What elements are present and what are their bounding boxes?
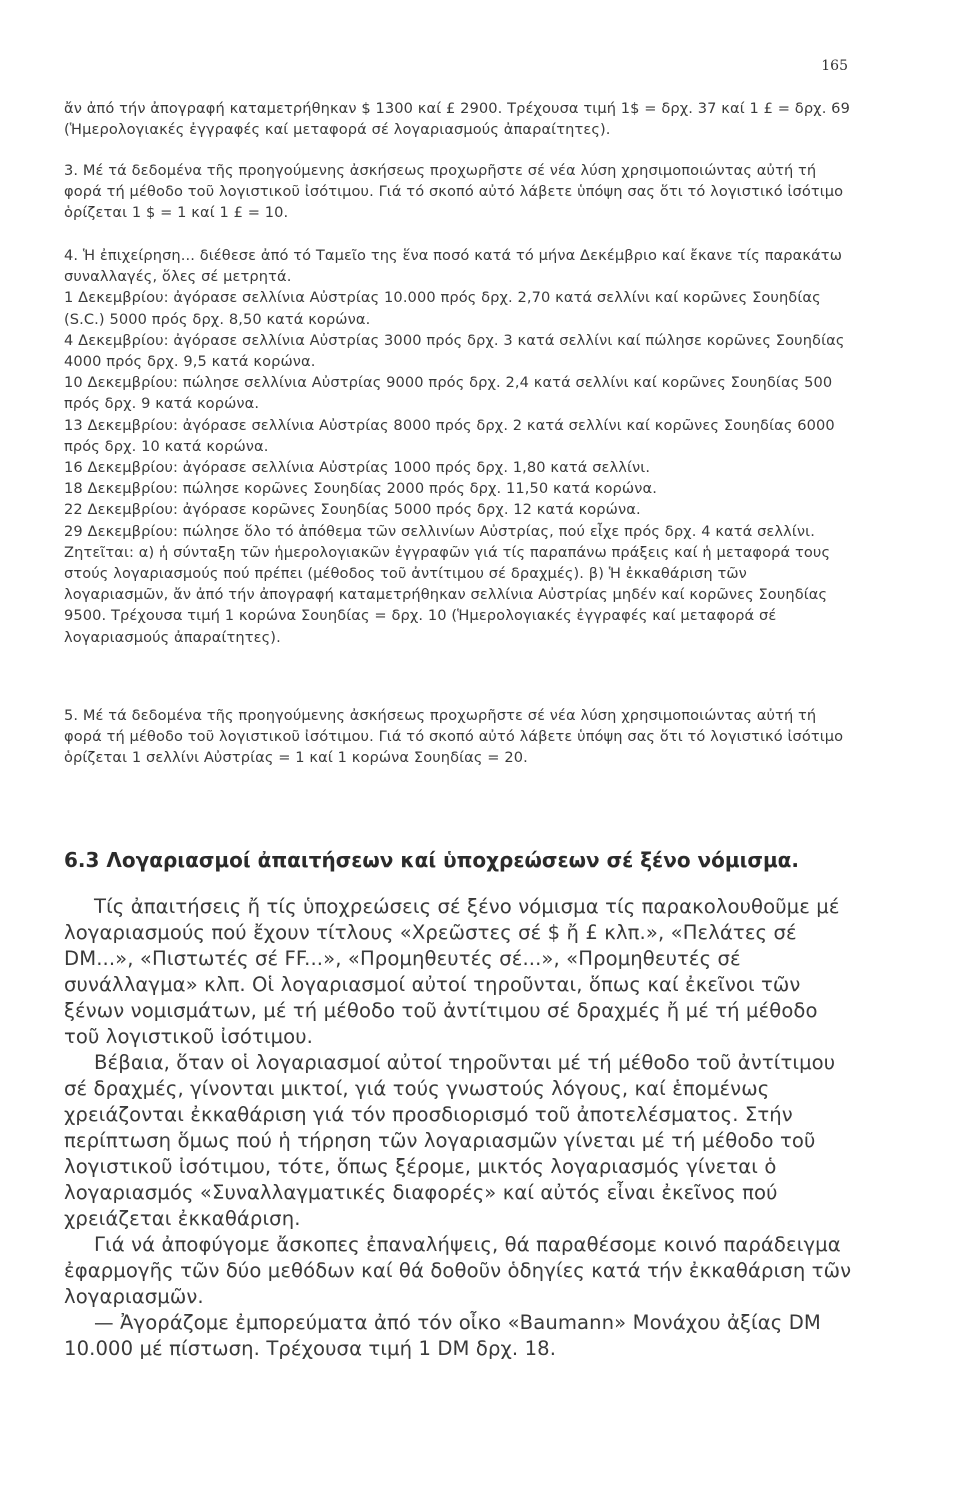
page-number: 165: [821, 58, 848, 74]
transaction-item: 22 Δεκεμβρίου: ἀγόρασε κορῶνες Σουηδίας 5000 πρός δρχ. 12 κατά κορώνα.: [64, 501, 641, 519]
exercise-4-requirement: Ζητεῖται: α) ἡ σύνταξη τῶν ἡμερολογιακῶν ἐγγραφῶν γιά τίς παραπάνω πράξεις καί ἡ μεταφορά τους στούς λογαριασμούς πού πρέπει (μέθοδος τοῦ ἀντίτιμου σέ δραχμές). β) Ἡ ἐκκαθάριση τῶν λογαριασμῶν, ἄν ἀπό τήν ἀπογραφή καταμετρήθηκαν σελλίνια Αὐστρίας μηδέν καί κορῶνες Σουηδίας 9500. Τρέχουσα τιμή 1 κορώνα Σουηδίας = δρχ. 10 (Ἡμερολογιακές ἐγγραφές καί μεταφορά σέ λογαριασμούς ἀπαραίτητες).: [64, 543, 831, 646]
transaction-item: 13 Δεκεμβρίου: ἀγόρασε σελλίνια Αὐστρίας 8000 πρός δρχ. 2 κατά σελλίνι καί κορῶνες Σουηδίας 6000 πρός δρχ. 10 κατά κορώνα.: [64, 416, 835, 455]
transaction-item: 29 Δεκεμβρίου: πώλησε ὅλο τό ἀπόθεμα τῶν σελλινίων Αὐστρίας, πού εἶχε πρός δρχ. 4 κατά σελλίνι.: [64, 522, 815, 540]
section-paragraph: — Ἀγοράζομε ἐμπορεύματα ἀπό τόν οἶκο «Baumann» Μονάχου ἀξίας DM 10.000 μέ πίστωση. Τρέχουσα τιμή 1 DM δρχ. 18.: [64, 1311, 821, 1360]
transaction-item: 4 Δεκεμβρίου: ἀγόρασε σελλίνια Αὐστρίας 3000 πρός δρχ. 3 κατά σελλίνι καί πώλησε κορῶνες Σουηδίας 4000 πρός δρχ. 9,5 κατά κορώνα.: [64, 331, 845, 371]
exercise-3-text: 3. Μέ τά δεδομένα τῆς προηγούμενης ἀσκήσεως προχωρῆστε σέ νέα λύση χρησιμοποιώντας αὐτή τή φορά τή μέθοδο τοῦ λογιστικοῦ ἰσότιμου. Γιά τό σκοπό αὐτό λάβετε ὑπόψη σας ὅτι τό λογιστικό ἰσότιμο ὁρίζεται 1 $ = 1 καί 1 £ = 10.: [64, 162, 844, 222]
exercise-continuation: [64, 98, 854, 140]
exercise-3: [64, 160, 854, 224]
exercise-4-intro: 4. Ἡ ἐπιχείρηση... διέθεσε ἀπό τό Ταμεῖο της ἕνα ποσό κατά τό μήνα Δεκέμβριο καί ἔκανε τίς παρακάτω συναλλαγές, ὅλες σέ μετρητά.: [64, 247, 843, 286]
exercise-4: [64, 245, 854, 648]
section-body: [64, 894, 854, 1362]
transaction-item: 10 Δεκεμβρίου: πώλησε σελλίνια Αὐστρίας 9000 πρός δρχ. 2,4 κατά σελλίνι καί κορῶνες Σουηδίας 500 πρός δρχ. 9 κατά κορώνα.: [64, 374, 833, 413]
transaction-item: 18 Δεκεμβρίου: πώλησε κορῶνες Σουηδίας 2000 πρός δρχ. 11,50 κατά κορώνα.: [64, 480, 657, 498]
transaction-item: 1 Δεκεμβρίου: ἀγόρασε σελλίνια Αὐστρίας 10.000 πρός δρχ. 2,70 κατά σελλίνι καί κορῶνες Σουηδίας (S.C.) 5000 πρός δρχ. 8,50 κατά κορώνα.: [64, 289, 821, 328]
section-heading: 6.3 Λογαριασμοί ἀπαιτήσεων καί ὑποχρεώσεων σέ ξένο νόμισμα.: [64, 848, 800, 872]
transaction-item: 16 Δεκεμβρίου: ἀγόρασε σελλίνια Αὐστρίας 1000 πρός δρχ. 1,80 κατά σελλίνι.: [64, 459, 651, 477]
exercise-5-text: 5. Μέ τά δεδομένα τῆς προηγούμενης ἀσκήσεως προχωρῆστε σέ νέα λύση χρησιμοποιώντας αὐτή τή φορά τή μέθοδο τοῦ λογιστικοῦ ἰσότιμου. Γιά τό σκοπό αὐτό λάβετε ὑπόψη σας ὅτι τό λογιστικό ἰσότιμο ὁρίζεται 1 σελλίνι Αὐστρίας = 1 καί 1 κορώνα Σουηδίας = 20.: [64, 707, 844, 767]
exercise-continuation-text: ἄν ἀπό τήν ἀπογραφή καταμετρήθηκαν $ 1300 καί £ 2900. Τρέχουσα τιμή 1$ = δρχ. 37 καί 1 £ = δρχ. 69 (Ἡμερολογιακές ἐγγραφές καί μεταφορά σέ λογαριασμούς ἀπαραίτητες).: [64, 100, 850, 139]
section-paragraph: Γιά νά ἀποφύγομε ἄσκοπες ἐπαναλήψεις, θά παραθέσομε κοινό παράδειγμα ἐφαρμογῆς τῶν δύο μεθόδων καί θά δοθοῦν ὁδηγίες κατά τήν ἐκκαθάριση τῶν λογαριασμῶν.: [64, 1233, 852, 1308]
exercise-5: [64, 705, 854, 769]
section-paragraph: Τίς ἀπαιτήσεις ἤ τίς ὑποχρεώσεις σέ ξένο νόμισμα τίς παρακολουθοῦμε μέ λογαριασμούς πού ἔχουν τίτλους «Χρεῶστες σέ $ ἤ £ κλπ.», «Πελάτες σέ DM...», «Πιστωτές σέ FF...», «Προμηθευτές σέ...», «Προμηθευτές σέ συνάλλαγμα» κλπ. Οἱ λογαριασμοί αὐτοί τηροῦνται, ὅπως καί ἐκεῖνοι τῶν ξένων νομισμάτων, μέ τή μέθοδο τοῦ ἀντίτιμου σέ δραχμές ἤ μέ τή μέθοδο τοῦ λογιστικοῦ ἰσότιμου.: [64, 895, 840, 1048]
section-paragraph: Βέβαια, ὅταν οἱ λογαριασμοί αὐτοί τηροῦνται μέ τή μέθοδο τοῦ ἀντίτιμου σέ δραχμές, γίνονται μικτοί, γιά τούς γνωστούς λόγους, καί ἑπομένως χρειάζονται ἐκκαθάριση γιά τόν προσδιορισμό τοῦ ἀποτελέσματος. Στήν περίπτωση ὅμως πού ἡ τήρηση τῶν λογαριασμῶν γίνεται μέ τή μέθοδο τοῦ λογιστικοῦ ἰσότιμου, τότε, ὅπως ξέρομε, μικτός λογαριασμός γίνεται ὁ λογαριασμός «Συναλλαγματικές διαφορές» καί αὐτός εἶναι ἐκεῖνος πού χρειάζεται ἐκκαθάριση.: [64, 1051, 836, 1230]
